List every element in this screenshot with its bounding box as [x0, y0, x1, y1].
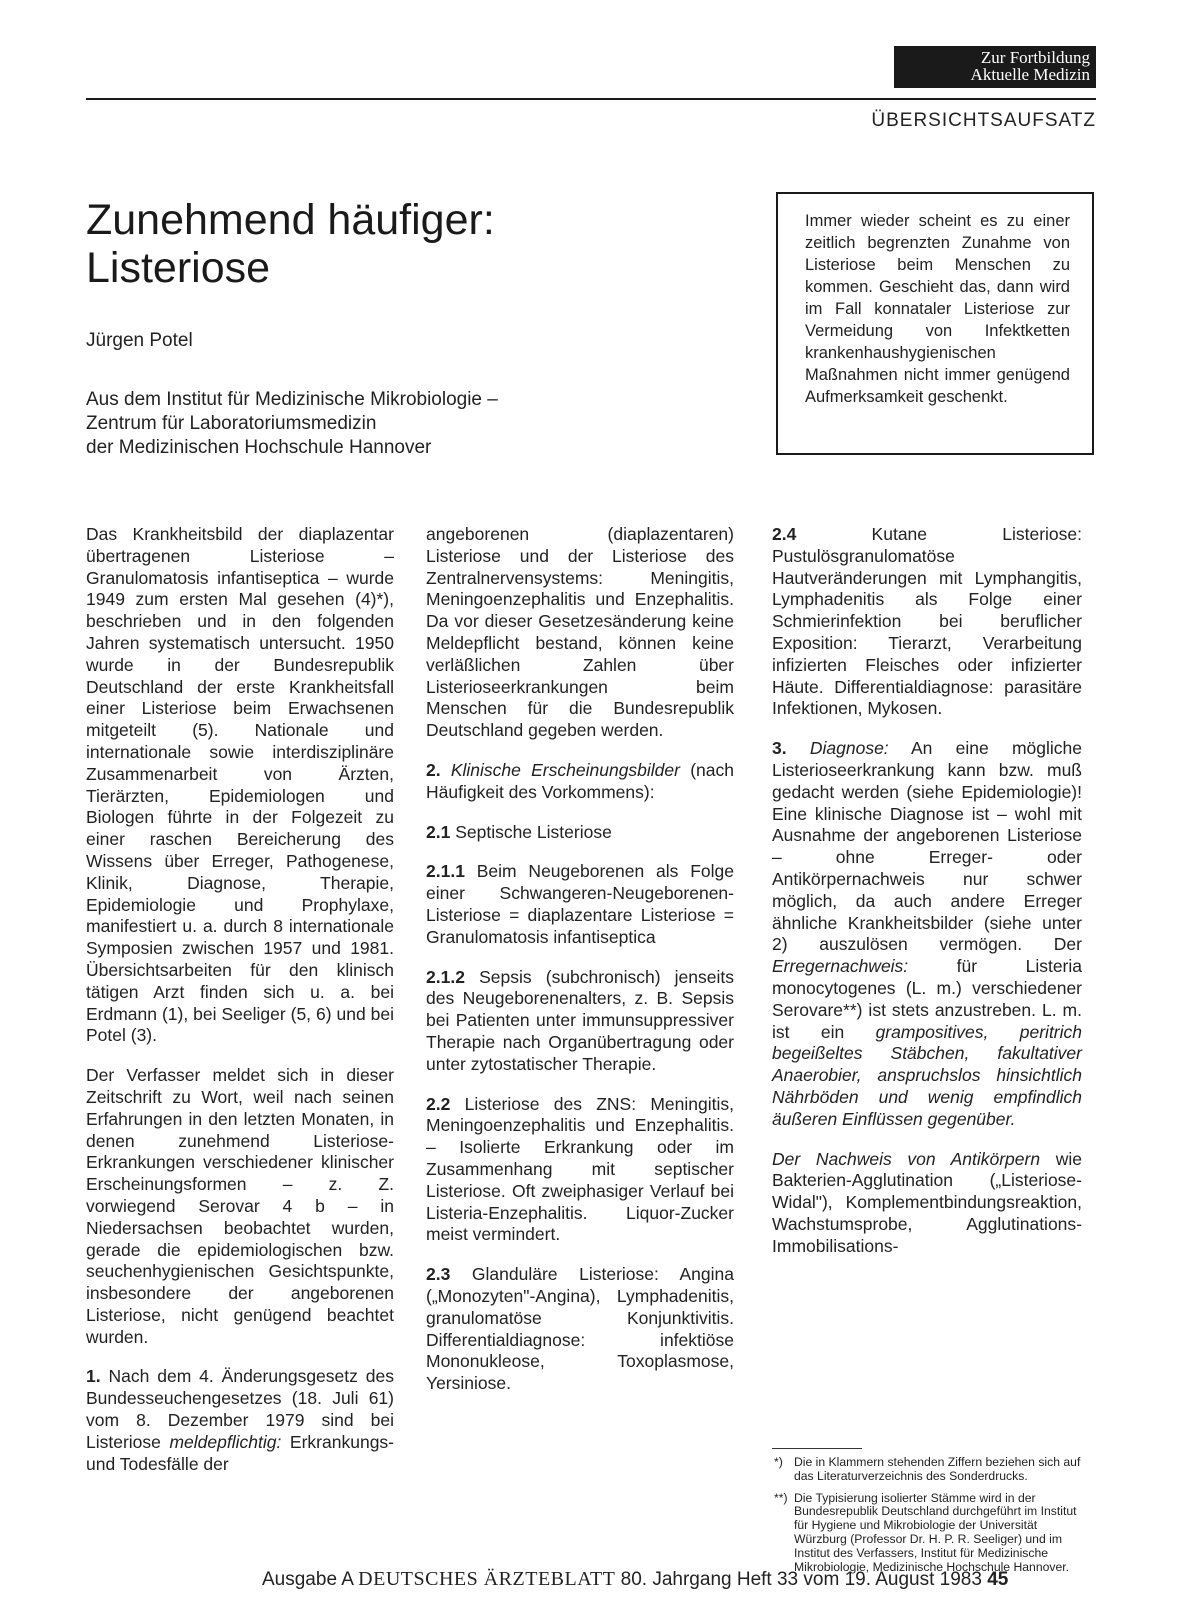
affiliation-line-2: Zentrum für Laboratoriumsmedizin [86, 413, 377, 434]
section-number: 2.3 [426, 1264, 451, 1285]
section-number: 3. [772, 738, 787, 759]
section-heading [426, 822, 734, 844]
journal-name: DEUTSCHES ÄRZTEBLATT [358, 1568, 616, 1590]
abstract-box [776, 192, 1094, 455]
paragraph [426, 1264, 734, 1395]
paragraph-text: Septische Listeriose [450, 821, 612, 842]
footnote-text: Die in Klammern stehenden Ziffern beziehen sich auf das Literaturverzeichnis des Sonderdrucks. [794, 1455, 1081, 1483]
paragraph [772, 524, 1082, 720]
emphasis: meldepflichtig: [169, 1431, 282, 1452]
emphasis: Diagnose: [786, 738, 889, 759]
section-number: 2.2 [426, 1093, 451, 1114]
section-number: 2.4 [772, 524, 797, 544]
affiliation-line-3: der Medizinischen Hochschule Hannover [86, 437, 432, 458]
footnote-text: Die Typisierung isolierter Stämme wird in der Bundesrepublik Deutschland durchgeführt im Institut für Hygiene und Mikrobiologie der Universität Würzburg (Professor Dr. H. P. R. Seeliger) und im Institut des Verfassers, Institut für Medizinische Mikrobiologie, Medizinische Hochschule Hannover. [794, 1490, 1077, 1574]
section-heading [426, 760, 734, 804]
section-number: 2. [426, 759, 441, 780]
badge-line-2: Aktuelle Medizin [970, 65, 1090, 84]
paragraph-text: (nach Häufigkeit des Vorkommens): [426, 759, 735, 802]
paragraph [772, 1149, 1082, 1258]
title-line-1: Zunehmend häufiger: [86, 196, 495, 244]
footnote [772, 1456, 1090, 1484]
paragraph [426, 1094, 734, 1247]
section-number: 2.1.1 [426, 861, 465, 882]
badge-line-1: Zur Fortbildung [980, 48, 1090, 67]
paragraph-text: Beim Neugeborenen als Folge einer Schwangeren-Neugeborenen-Listeriose = diaplazentare Listeriose = Granulomatosis infantiseptica [426, 861, 734, 947]
paragraph-text: Sepsis (subchronisch) jenseits des Neugeborenenalters, z. B. Sepsis bei Patienten unter immunsuppressiver Therapie nach Organübertragung oder unter zytostatischer Therapie. [426, 966, 734, 1074]
footnotes [772, 1456, 1090, 1582]
paragraph [772, 738, 1082, 1130]
column-2 [426, 524, 734, 1413]
footnote-rule [772, 1448, 862, 1449]
paragraph-text: Nach dem 4. Änderungsgesetz des Bundesseuchengesetzes (18. Juli 61) vom 8. Dezember 1979 sind bei Listeriose [86, 1366, 394, 1452]
page-number: 45 [987, 1569, 1009, 1590]
edition-label: Ausgabe A [262, 1569, 353, 1590]
paragraph: Das Krankheitsbild der diaplazentar übertragenen Listeriose – Granulomatosis infantiseptica – wurde 1949 zum ersten Mal gesehen (4)*), beschrieben und in den folgenden Jahren systematisch untersucht. 1950 wurde in der Bundesrepublik Deutschland der erste Krankheitsfall einer Listeriose beim Erwachsenen mitgeteilt (5). Nationale und internationale sowie interdisziplinäre Zusammenarbeit von Ärzten, Tierärzten, Epidemiologen und Biologen führte in der Folgezeit zu einer raschen Bereicherung des Wissens über Erreger, Pathogenese, Klinik, Diagnose, Therapie, Epidemiologie und Prophylaxe, manifestiert u. a. durch 8 internationale Symposien zwischen 1957 und 1981. Übersichtsarbeiten für den klinisch tätigen Arzt finden sich u. a. bei Erdmann (1), bei Seeliger (5, 6) und bei Potel (3). [86, 524, 394, 1046]
section-number: 2.1.2 [426, 966, 465, 987]
paragraph [426, 967, 734, 1076]
emphasis: Der Nachweis von Antikörpern [772, 1148, 1041, 1169]
section-badge [894, 46, 1096, 88]
footnote [772, 1492, 1090, 1575]
paragraph-text: Glanduläre Listeriose: Angina („Monozyten"-Angina), Lymphadenitis, granulomatöse Konjunktivitis. Differentialdiagnose: infektiöse Mononukleose, Toxoplasmose, Yersiniose. [426, 1264, 734, 1394]
title-line-2: Listeriose [86, 244, 271, 292]
issue-info: 80. Jahrgang Heft 33 vom 19. August 1983 [620, 1569, 982, 1590]
paragraph-text: für Listeria monocytogenes (L. m.) verschiedener Serovare**) ist stets anzustreben. L. m. ist ein [772, 956, 1082, 1042]
section-number: 2.1 [426, 821, 451, 842]
paragraph [86, 1366, 394, 1475]
page-footer [262, 1568, 1096, 1591]
article-title [86, 196, 706, 292]
column-3 [772, 524, 1082, 1276]
emphasis: Klinische Erscheinungsbilder [440, 759, 680, 780]
paragraph-text: wie Bakterien-Agglutination („Listeriose-Widal"), Komplementbindungsreaktion, Wachstumsprobe, Agglutinations-Immobilisations- [772, 1148, 1083, 1256]
affiliation [86, 388, 646, 460]
abstract-text: Immer wieder scheint es zu einer zeitlich begrenzten Zunahme von Listeriose beim Menschen zu kommen. Geschieht das, dann wird im Fall konnataler Listeriose zur Vermeidung von Infektketten krankenhaushygienischen Maßnahmen nicht immer genügend Aufmerksamkeit geschenkt. [805, 212, 1070, 406]
paragraph: angeborenen (diaplazentaren) Listeriose und der Listeriose des Zentralnervensystems: Meningitis, Meningoenzephalitis und Enzephalitis. Da vor dieser Gesetzesänderung keine Meldepflicht bestand, können keine verläßlichen Zahlen über Listerioseerkrankungen beim Menschen für die Bundesrepublik Deutschland gegeben werden. [426, 524, 734, 741]
paragraph-text: An eine mögliche Listerioseerkrankung kann bzw. muß gedacht werden (siehe Epidemiologie)! Eine klinische Diagnose ist – wohl mit Ausnahme der angeborenen Listeriose – ohne Erreger- oder Antikörpernachweis nur schwer möglich, da auch andere Erreger ähnliche Krankheitsbilder (siehe unter 2) auszulösen vermögen. Der [772, 738, 1082, 955]
paragraph: Der Verfasser meldet sich in dieser Zeitschrift zu Wort, weil nach seinen Erfahrungen in den letzten Monaten, in denen zunehmend Listeriose-Erkrankungen verschiedener klinischer Erscheinungsformen – z. Z. vorwiegend Serovar 4 b – in Niedersachsen beobachtet wurden, gerade die epidemiologischen bzw. seuchenhygienischen Gesichtspunkte, insbesondere der angeborenen Listeriose, nicht genügend beachtet wurden. [86, 1065, 394, 1347]
author-name: Jürgen Potel [86, 330, 193, 351]
column-1 [86, 524, 394, 1493]
section-number: 1. [86, 1366, 101, 1387]
footnote-mark: **) [774, 1490, 788, 1505]
paragraph [426, 861, 734, 948]
header-rule [86, 98, 1096, 100]
paragraph-text: Kutane Listeriose: Pustulösgranulomatöse Hautveränderungen mit Lymphangitis, Lymphadenitis als Folge einer Schmierinfektion bei beruflicher Exposition: Tierarzt, Verarbeitung infizierten Fleisches oder infizierter Häute. Differentialdiagnose: parasitäre Infektionen, Mykosen. [772, 524, 1082, 719]
section-label: ÜBERSICHTSAUFSATZ [871, 110, 1096, 131]
emphasis: grampositives, peritrich begeißeltes Stäbchen, fakultativer Anaerobier, anspruchslos hinsichtlich Nährböden und wenig empfindlich äußeren Einflüssen gegenüber. [772, 1021, 1082, 1129]
paragraph-text: Listeriose des ZNS: Meningitis, Meningoenzephalitis und Enzephalitis. – Isolierte Erkrankung oder im Zusammenhang mit septischer Listeriose. Oft zweiphasiger Verlauf bei Listeria-Enzephalitis. Liquor-Zucker meist vermindert. [426, 1093, 734, 1245]
footnote-mark: *) [774, 1455, 783, 1469]
affiliation-line-1: Aus dem Institut für Medizinische Mikrobiologie – [86, 389, 498, 410]
paragraph-text: Erkrankungs- und Todesfälle der [86, 1431, 395, 1474]
emphasis: Erregernachweis: [772, 956, 909, 977]
